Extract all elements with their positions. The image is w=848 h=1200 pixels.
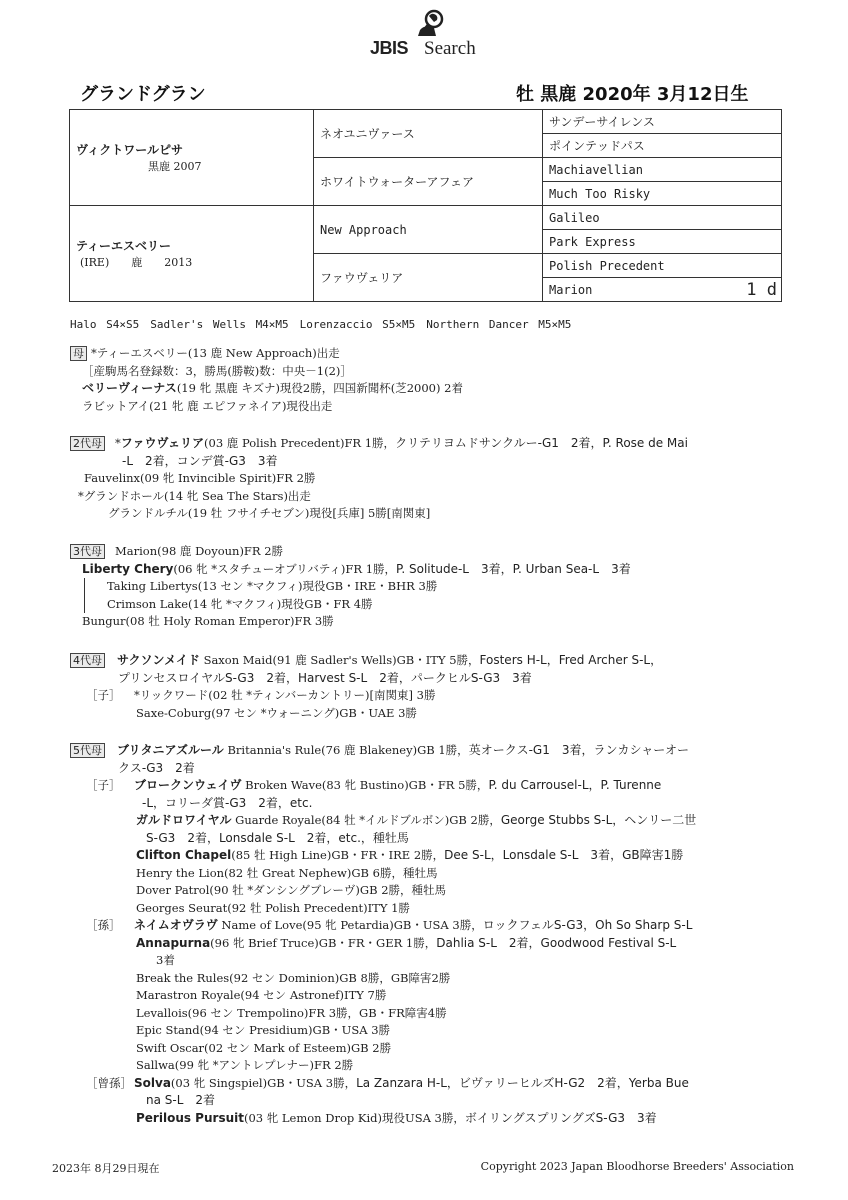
third-dam-grandfoal-2: Crimson Lake(14 牝 *マクフィ)現役GB・FR 4勝 — [84, 596, 631, 614]
name-of-love-detail: Name of Love(95 牝 Petardia)GB・USA 3勝， — [217, 918, 483, 932]
dam-foal-2: ラビットアイ(21 牝 鹿 エピファネイア)現役出走 — [82, 398, 333, 413]
guarde-royale-races: George Stubbs S-L，ヘンリー二世 — [500, 813, 697, 827]
second-dam-races: クリテリヨムドサンクルー-G1 2着，P. Rose de Mai — [395, 436, 688, 450]
logo-jbis-text: JBIS — [370, 38, 409, 58]
second-dam-foal-1: Fauvelinx(09 牝 Invincible Spirit)FR 2勝 — [84, 471, 316, 485]
horse-name: グランドグラン — [80, 84, 206, 105]
fifth-dam-tag: 5代母 — [70, 743, 105, 758]
dam-sire-dam-cell: Park Express — [543, 230, 782, 254]
fourth-dam-races: Fosters H-L，Fred Archer S-L， — [479, 653, 663, 667]
sire-sire-dam-cell: ポインテッドパス — [543, 134, 782, 158]
dam-cell — [70, 206, 314, 302]
third-dam-foal-1-races: P. Solitude-L 3着，P. Urban Sea-L 3着 — [396, 561, 631, 576]
fifth-dam-races-cont: クス-G3 2着 — [118, 760, 195, 775]
solva-races-cont: na S-L 2着 — [146, 1093, 216, 1107]
broken-wave-races: P. du Carrousel-L，P. Turenne — [488, 778, 662, 792]
dam-foal-1-name: ベリーヴィーナス — [82, 381, 177, 395]
grandchild-levallois: Levallois(96 セン Trempolino)FR 3勝，GB・FR障害4勝 — [136, 1005, 447, 1020]
fourth-dam-detail: Saxon Maid(91 鹿 Sadler's Wells)GB・ITY 5勝， — [199, 653, 480, 667]
footer-copyright: Copyright 2023 Japan Bloodhorse Breeders' Association — [480, 1160, 794, 1173]
annapurna-races: Dahlia S-L 2着，Goodwood Festival S-L — [436, 935, 677, 950]
fifth-dam-great-grandchild-label: ［曾孫］ — [86, 1075, 132, 1090]
dam-sire-cell: New Approach — [314, 206, 543, 254]
family-number: 1 d — [746, 280, 777, 300]
dam-dam-dam-name: Marion — [549, 282, 593, 297]
inbreeding-line: Halo S4×S5 Sadler's Wells M4×M5 Lorenzaccio S5×M5 Northern Dancer M5×M5 — [70, 318, 572, 331]
footer-date: 2023年 8月29日現在 — [52, 1162, 160, 1175]
fourth-dam-section — [70, 652, 662, 722]
horse-magnifier-icon — [412, 8, 448, 40]
fourth-dam-foal-1: *リックワード(02 牡 *ティンバーカントリー)[南関東] 3勝 — [134, 688, 436, 702]
name-of-love-name: ネイムオヴラヴ — [134, 918, 218, 932]
perilous-pursuit-detail: (03 牝 Lemon Drop Kid)現役USA 3勝， — [243, 1110, 465, 1125]
grandchild-sallwa: Sallwa(99 牝 *アントレプレナー)FR 2勝 — [136, 1058, 354, 1072]
jbis-search-logo — [368, 8, 498, 58]
sire-detail: 黒鹿 2007 — [148, 160, 202, 173]
fourth-dam-tag: 4代母 — [70, 653, 105, 668]
second-dam-grandfoal-1: グランドルチル(19 牡 フサイチセブン)現役[兵庫] 5勝[南関東] — [108, 506, 431, 520]
second-dam-section — [70, 435, 688, 523]
sire-dam-dam-cell: Much Too Risky — [543, 182, 782, 206]
fifth-dam-section — [70, 742, 696, 1127]
import-mark: * — [115, 436, 121, 450]
sire-sire-sire-cell: サンデーサイレンス — [543, 110, 782, 134]
solva-races: La Zanzara H-L，ビヴァリーヒルズH-G2 2着，Yerba Bue — [356, 1075, 689, 1090]
second-dam-detail: (03 鹿 Polish Precedent)FR 1勝， — [204, 436, 396, 450]
dam-section — [70, 345, 463, 415]
sire-name: ヴィクトワールピサ — [76, 143, 184, 157]
grandchild-marastron-royale: Marastron Royale(94 セン Astronef)ITY 7勝 — [136, 988, 387, 1002]
third-dam-tag: 3代母 — [70, 544, 105, 559]
guarde-royale-races-cont: S-G3 2着，Lonsdale S-L 2着，etc.，種牡馬 — [146, 830, 409, 845]
dam-dam-cell: ファウヴェリア — [314, 254, 543, 302]
second-dam-races-cont: -L 2着，コンデ賞-G3 3着 — [122, 453, 278, 468]
clifton-chapel-detail: (85 牡 High Line)GB・FR・IRE 2勝， — [231, 848, 445, 862]
horse-basic-info: 牡 黒鹿 2020年 3月12日生 — [516, 84, 749, 105]
fifth-dam-grandchild-label: ［孫］ — [86, 918, 121, 932]
fifth-dam-child-label: ［子］ — [86, 778, 121, 792]
name-of-love-races: ロックフェルS-G3，Oh So Sharp S-L — [482, 918, 693, 932]
third-dam-foal-1-name: Liberty Chery — [82, 561, 174, 576]
third-dam-foal-1-detail: (06 牝 *スタチューオブリバティ)FR 1勝， — [173, 561, 397, 576]
solva-name: Solva — [134, 1075, 171, 1090]
sire-dam-cell: ホワイトウォーターアフェア — [314, 158, 543, 206]
grandchild-break-the-rules: Break the Rules(92 セン Dominion)GB 8勝，GB障害2勝 — [136, 970, 451, 985]
fourth-dam-name: サクソンメイド — [117, 653, 200, 667]
annapurna-races-cont: 3着 — [156, 953, 175, 967]
logo-search-text: Search — [424, 38, 476, 59]
dam-dam-dam-cell — [543, 278, 782, 302]
fourth-dam-races-cont: プリンセスロイヤルS-G3 2着，Harvest S-L 2着，パークヒルS-G3 3着 — [118, 670, 532, 685]
annapurna-name: Annapurna — [136, 935, 211, 950]
fourth-dam-foal-2: Saxe-Coburg(97 セン *ウォーニング)GB・UAE 3勝 — [136, 705, 417, 720]
fourth-dam-child-label: ［子］ — [86, 688, 121, 702]
dam-tag: 母 — [70, 346, 87, 361]
second-dam-tag: 2代母 — [70, 436, 105, 451]
dam-foal-1-detail: (19 牝 黒鹿 キズナ)現役2勝，四国新聞杯(芝2000) 2着 — [176, 381, 463, 395]
third-dam-grandfoal-1: Taking Libertys(13 セン *マクフィ)現役GB・IRE・BHR 3勝 — [84, 578, 631, 596]
fifth-dam-races: 英オークス-G1 3着，ランカシャーオー — [468, 743, 689, 757]
third-dam-name: Marion(98 鹿 Doyoun)FR 2勝 — [115, 544, 284, 558]
fifth-dam-detail: Britannia's Rule(76 鹿 Blakeney)GB 1勝， — [223, 743, 469, 757]
clifton-chapel-races: Dee S-L，Lonsdale S-L 3着，GB障害1勝 — [444, 848, 684, 862]
guarde-royale-detail: Guarde Royale(84 牡 *イルドブルボン)GB 2勝， — [231, 813, 501, 827]
annapurna-detail: (96 牝 Brief Truce)GB・FR・GER 1勝， — [210, 935, 437, 950]
third-dam-foal-2: Bungur(08 牡 Holy Roman Emperor)FR 3勝 — [82, 614, 334, 628]
fifth-dam-foal-georges: Georges Seurat(92 牡 Polish Precedent)ITY 1勝 — [136, 900, 410, 915]
broken-wave-name: ブロークンウェイヴ — [134, 778, 242, 792]
dam-name: ティーエスベリー — [76, 239, 172, 253]
clifton-chapel-name: Clifton Chapel — [136, 848, 232, 862]
guarde-royale-name: ガルドロワイヤル — [136, 813, 232, 827]
broken-wave-races-cont: -L，コリーダ賞-G3 2着，etc. — [142, 795, 313, 810]
second-dam-name: ファウヴェリア — [120, 436, 205, 450]
perilous-pursuit-name: Perilous Pursuit — [136, 1110, 244, 1125]
grandchild-epic-stand: Epic Stand(94 セン Presidium)GB・USA 3勝 — [136, 1023, 391, 1037]
dam-dam-sire-cell: Polish Precedent — [543, 254, 782, 278]
dam-line-1: *ティーエスベリー(13 鹿 New Approach)出走 — [91, 346, 340, 360]
dam-detail: (IRE) 鹿 2013 — [80, 256, 193, 269]
fifth-dam-foal-dover: Dover Patrol(90 牡 *ダンシングブレーヴ)GB 2勝，種牡馬 — [136, 883, 447, 897]
sire-dam-sire-cell: Machiavellian — [543, 158, 782, 182]
sire-cell — [70, 110, 314, 206]
fifth-dam-foal-henry: Henry the Lion(82 牡 Great Nephew)GB 6勝，種牡馬 — [136, 865, 438, 880]
perilous-pursuit-races: ボイリングスプリングズS-G3 3着 — [464, 1110, 657, 1125]
fifth-dam-name: ブリタニアズルール — [117, 743, 224, 757]
sire-sire-cell: ネオユニヴァース — [314, 110, 543, 158]
broken-wave-detail: Broken Wave(83 牝 Bustino)GB・FR 5勝， — [241, 778, 489, 792]
second-dam-foal-2: *グランドホール(14 牝 Sea The Stars)出走 — [78, 488, 311, 503]
third-dam-section — [70, 543, 631, 631]
solva-detail: (03 牝 Singspiel)GB・USA 3勝， — [170, 1075, 357, 1090]
dam-sire-sire-cell: Galileo — [543, 206, 782, 230]
grandchild-swift-oscar: Swift Oscar(02 セン Mark of Esteem)GB 2勝 — [136, 1040, 392, 1055]
dam-line-2: ［産駒馬名登録数：3，勝馬(勝鞍)数：中央－1(2)］ — [82, 363, 352, 378]
pedigree-table — [69, 109, 782, 302]
